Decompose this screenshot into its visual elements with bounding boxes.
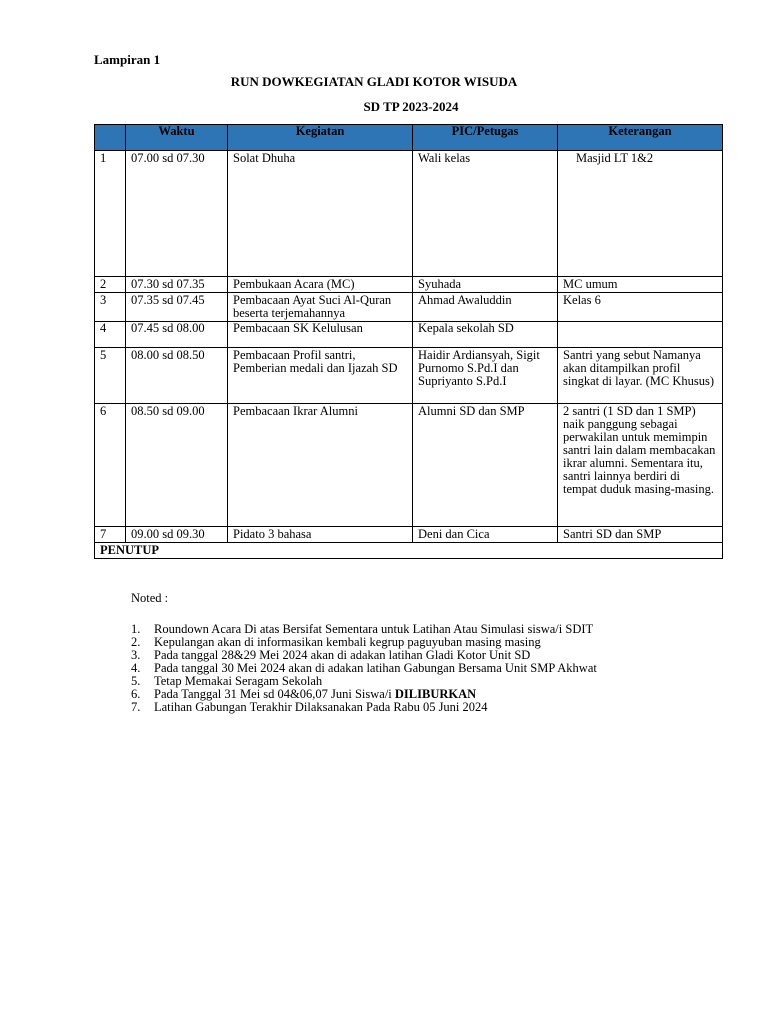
row-activity: Pembacaan SK Kelulusan [228, 322, 413, 348]
row-note: MC umum [558, 277, 723, 293]
notes-list [131, 623, 597, 714]
table-closing-row [95, 543, 723, 559]
row-note: Masjid LT 1&2 [558, 151, 723, 277]
row-number: 5 [95, 348, 126, 404]
item-number: 6. [131, 687, 141, 701]
table-row [95, 527, 723, 543]
table-row [95, 293, 723, 322]
header-number [95, 125, 126, 151]
item-text: Tetap Memakai Seragam Sekolah [154, 674, 323, 688]
row-activity: Pidato 3 bahasa [228, 527, 413, 543]
table-row [95, 322, 723, 348]
row-note: Santri yang sebut Namanya akan ditampilkan profil singkat di layar. (MC Khusus) [558, 348, 723, 404]
row-pic: Wali kelas [413, 151, 558, 277]
row-time: 08.50 sd 09.00 [126, 404, 228, 527]
table-row [95, 277, 723, 293]
document-subtitle: SD TP 2023-2024 [363, 99, 459, 114]
item-number: 7. [131, 700, 141, 714]
row-time: 08.00 sd 08.50 [126, 348, 228, 404]
row-activity: Solat Dhuha [228, 151, 413, 277]
table-row [95, 348, 723, 404]
row-activity: Pembacaan Profil santri, Pemberian medali dan Ijazah SD [228, 348, 413, 404]
item-number: 1. [131, 622, 141, 636]
header-activity: Kegiatan [228, 125, 413, 151]
notes-label: Noted : [131, 591, 169, 605]
row-number: 6 [95, 404, 126, 527]
row-time: 07.30 sd 07.35 [126, 277, 228, 293]
item-text: Latihan Gabungan Terakhir Dilaksanakan Pada Rabu 05 Juni 2024 [154, 700, 488, 714]
row-note [558, 322, 723, 348]
row-time: 07.00 sd 07.30 [126, 151, 228, 277]
closing-label: PENUTUP [95, 543, 723, 559]
row-note: Santri SD dan SMP [558, 527, 723, 543]
row-pic: Deni dan Cica [413, 527, 558, 543]
item-text: Roundown Acara Di atas Bersifat Sementara untuk Latihan Atau Simulasi siswa/i SDIT [154, 622, 594, 636]
header-pic: PIC/Petugas [413, 125, 558, 151]
item-number: 4. [131, 661, 141, 675]
row-pic: Kepala sekolah SD [413, 322, 558, 348]
header-time: Waktu [126, 125, 228, 151]
notes-section [131, 592, 597, 714]
item-emphasis: DILIBURKAN [394, 687, 477, 701]
row-number: 4 [95, 322, 126, 348]
row-note: 2 santri (1 SD dan 1 SMP) naik panggung sebagai perwakilan untuk memimpin santri lain dalam membacakan ikrar alumni. Sementara itu, santri lainnya berdiri di tempat duduk masing-masing. [558, 404, 723, 527]
rundown-table [94, 124, 723, 559]
list-item [131, 701, 597, 714]
table-header-row [95, 125, 723, 151]
row-number: 1 [95, 151, 126, 277]
item-text: Kepulangan akan di informasikan kembali kegrup paguyuban masing masing [154, 635, 541, 649]
row-note: Kelas 6 [558, 293, 723, 322]
document-title: RUN DOWKEGIATAN GLADI KOTOR WISUDA [230, 74, 518, 89]
table-row [95, 151, 723, 277]
row-pic: Syuhada [413, 277, 558, 293]
header-note: Keterangan [558, 125, 723, 151]
row-pic: Alumni SD dan SMP [413, 404, 558, 527]
item-text: Pada Tanggal 31 Mei sd 04&06,07 Juni Siswa/i [154, 687, 395, 701]
item-number: 2. [131, 635, 141, 649]
row-time: 07.35 sd 07.45 [126, 293, 228, 322]
row-time: 09.00 sd 09.30 [126, 527, 228, 543]
item-number: 3. [131, 648, 141, 662]
table-row [95, 404, 723, 527]
row-number: 3 [95, 293, 126, 322]
row-number: 2 [95, 277, 126, 293]
row-activity: Pembacaan Ikrar Alumni [228, 404, 413, 527]
row-pic: Ahmad Awaluddin [413, 293, 558, 322]
attachment-label: Lampiran 1 [94, 52, 161, 67]
row-number: 7 [95, 527, 126, 543]
item-text: Pada tanggal 28&29 Mei 2024 akan di adakan latihan Gladi Kotor Unit SD [154, 648, 531, 662]
row-activity: Pembukaan Acara (MC) [228, 277, 413, 293]
row-time: 07.45 sd 08.00 [126, 322, 228, 348]
row-activity: Pembacaan Ayat Suci Al-Quran beserta terjemahannya [228, 293, 413, 322]
row-pic: Haidir Ardiansyah, Sigit Purnomo S.Pd.I dan Supriyanto S.Pd.I [413, 348, 558, 404]
item-text: Pada tanggal 30 Mei 2024 akan di adakan latihan Gabungan Bersama Unit SMP Akhwat [154, 661, 597, 675]
item-number: 5. [131, 674, 141, 688]
